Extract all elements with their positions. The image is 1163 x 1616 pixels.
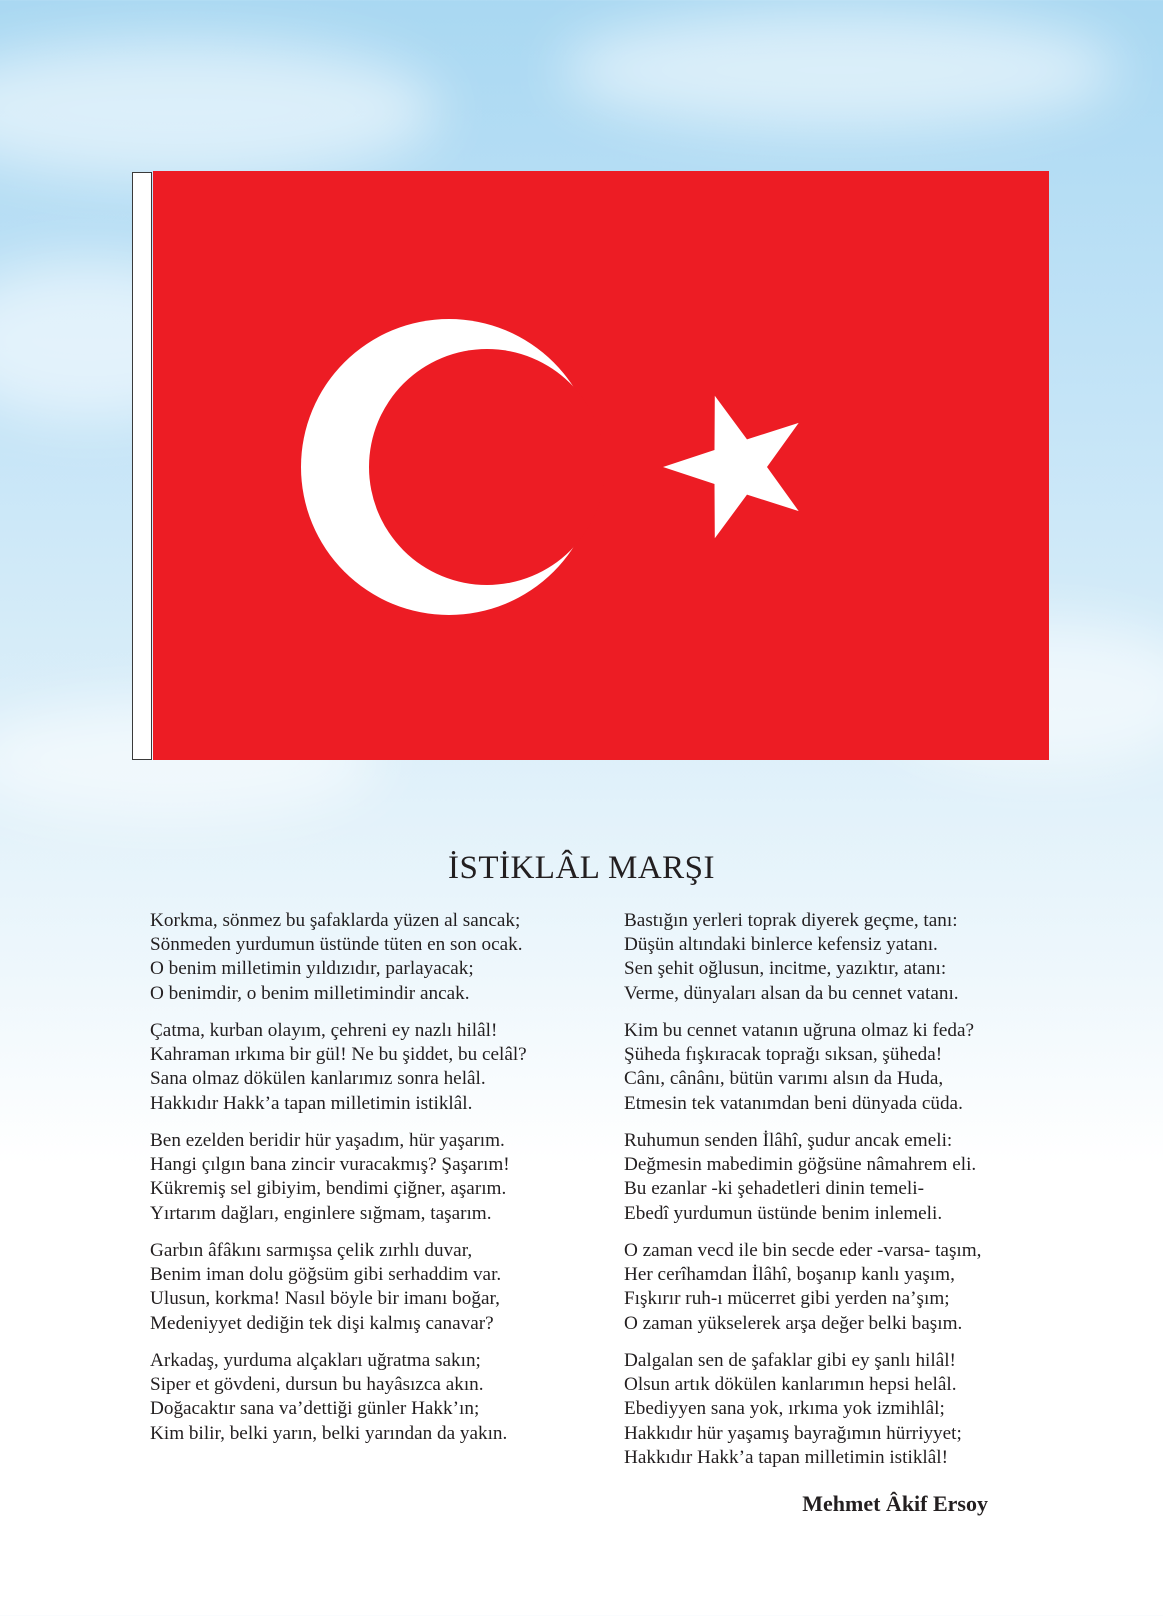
sky-cloud [0, 40, 440, 180]
page-title: İSTİKLÂL MARŞI [447, 850, 716, 886]
poem-left-column [150, 909, 590, 1459]
turkish-flag-graphic [153, 171, 1049, 760]
poem-stanza [150, 1349, 590, 1446]
poem-line: Çatma, kurban olayım, çehreni ey nazlı hilâl! [150, 1020, 498, 1041]
turkish-flag [153, 171, 1049, 760]
poem-right-column [624, 909, 1144, 1483]
poem-line: Verme, dünyaları alsan da bu cennet vatanı. [624, 982, 959, 1004]
poem-line: Arkadaş, yurduma alçakları uğratma sakın; [150, 1350, 481, 1371]
poem-line: Hangi çılgın bana zincir vuracakmış? Şaşarım! [150, 1154, 510, 1176]
poem-line: O zaman vecd ile bin secde eder -varsa- taşım, [624, 1240, 982, 1261]
poem-stanza [150, 1019, 590, 1116]
poem-line: Doğacaktır sana va’dettiği günler Hakk’ın; [150, 1398, 480, 1420]
poem-stanza [624, 1349, 1144, 1470]
poem-stanza [624, 1239, 1144, 1336]
poem-stanza [150, 1129, 590, 1226]
poem-line: Ebediyyen sana yok, ırkıma yok izmihlâl; [624, 1398, 945, 1420]
poem-line: Olsun artık dökülen kanlarımın hepsi helâl. [624, 1374, 957, 1396]
poem-line: Şüheda fışkıracak toprağı sıksan, şüheda! [624, 1044, 943, 1066]
poem-line: O benimdir, o benim milletimindir ancak. [150, 982, 470, 1004]
poem-stanza [624, 1019, 1144, 1116]
poem-line: Kim bu cennet vatanın uğruna olmaz ki feda? [624, 1020, 975, 1041]
poem-stanza [624, 909, 1144, 1006]
poem-line: Dalgalan sen de şafaklar gibi ey şanlı hilâl! [624, 1350, 956, 1371]
poem-line: Etmesin tek vatanımdan beni dünyada cüda. [624, 1092, 963, 1114]
poem-stanza [624, 1129, 1144, 1226]
poem-line: Kahraman ırkıma bir gül! Ne bu şiddet, bu celâl? [150, 1044, 527, 1066]
poem-line: Bu ezanlar -ki şehadetleri dinin temeli- [624, 1178, 924, 1200]
poem-line: Garbın âfâkını sarmışsa çelik zırhlı duvar, [150, 1240, 473, 1261]
poem-line: Değmesin mabedimin göğsüne nâmahrem eli. [624, 1154, 977, 1176]
poem-line: Ebedî yurdumun üstünde benim inlemeli. [624, 1202, 943, 1224]
poem-line: Ulusun, korkma! Nasıl böyle bir imanı boğar, [150, 1288, 500, 1310]
poem-line: Düşün altındaki binlerce kefensiz yatanı. [624, 934, 938, 956]
poem-line: Sönmeden yurdumun üstünde tüten en son ocak. [150, 934, 523, 956]
poem-author: Mehmet Âkif Ersoy [802, 1491, 988, 1516]
poem-line: Kükremiş sel gibiyim, bendimi çiğner, aşarım. [150, 1178, 507, 1200]
sky-cloud [560, 10, 1120, 130]
poem-line: Ruhumun senden İlâhî, şudur ancak emeli: [624, 1130, 953, 1151]
poem-line: Hakkıdır hür yaşamış bayrağımın hürriyyet; [624, 1422, 962, 1444]
poem-line: O benim milletimin yıldızıdır, parlayacak; [150, 958, 474, 980]
poem-stanza [150, 1239, 590, 1336]
poem-line: Kim bilir, belki yarın, belki yarından da yakın. [150, 1422, 508, 1444]
poem-line: Sen şehit oğlusun, incitme, yazıktır, atanı: [624, 958, 947, 980]
poem-line: Hakkıdır Hakk’a tapan milletimin istiklâl! [624, 1446, 948, 1468]
poem-line: Sana olmaz dökülen kanlarımız sonra helâl. [150, 1068, 486, 1090]
poem-line: Korkma, sönmez bu şafaklarda yüzen al sancak; [150, 910, 521, 931]
poem-line: Siper et gövdeni, dursun bu hayâsızca akın. [150, 1374, 484, 1396]
poem-line: Bastığın yerleri toprak diyerek geçme, tanı: [624, 910, 958, 931]
poem-line: Fışkırır ruh-ı mücerret gibi yerden na’şım; [624, 1288, 950, 1310]
poem-line: Cânı, cânânı, bütün varımı alsın da Huda, [624, 1068, 944, 1090]
poem-line: Her cerîhamdan İlâhî, boşanıp kanlı yaşım, [624, 1264, 955, 1286]
poem-line: O zaman yükselerek arşa değer belki başım. [624, 1312, 963, 1334]
poem-line: Yırtarım dağları, enginlere sığmam, taşarım. [150, 1202, 492, 1224]
poem-line: Hakkıdır Hakk’a tapan milletimin istiklâl. [150, 1092, 473, 1114]
flag-pole [132, 172, 152, 760]
poem-line: Ben ezelden beridir hür yaşadım, hür yaşarım. [150, 1130, 505, 1151]
crescent-inner-circle [369, 349, 605, 585]
poem-stanza [150, 909, 590, 1006]
poem-line: Benim iman dolu göğsüm gibi serhaddim var. [150, 1264, 502, 1286]
poem-line: Medeniyyet dediğin tek dişi kalmış canavar? [150, 1312, 494, 1334]
